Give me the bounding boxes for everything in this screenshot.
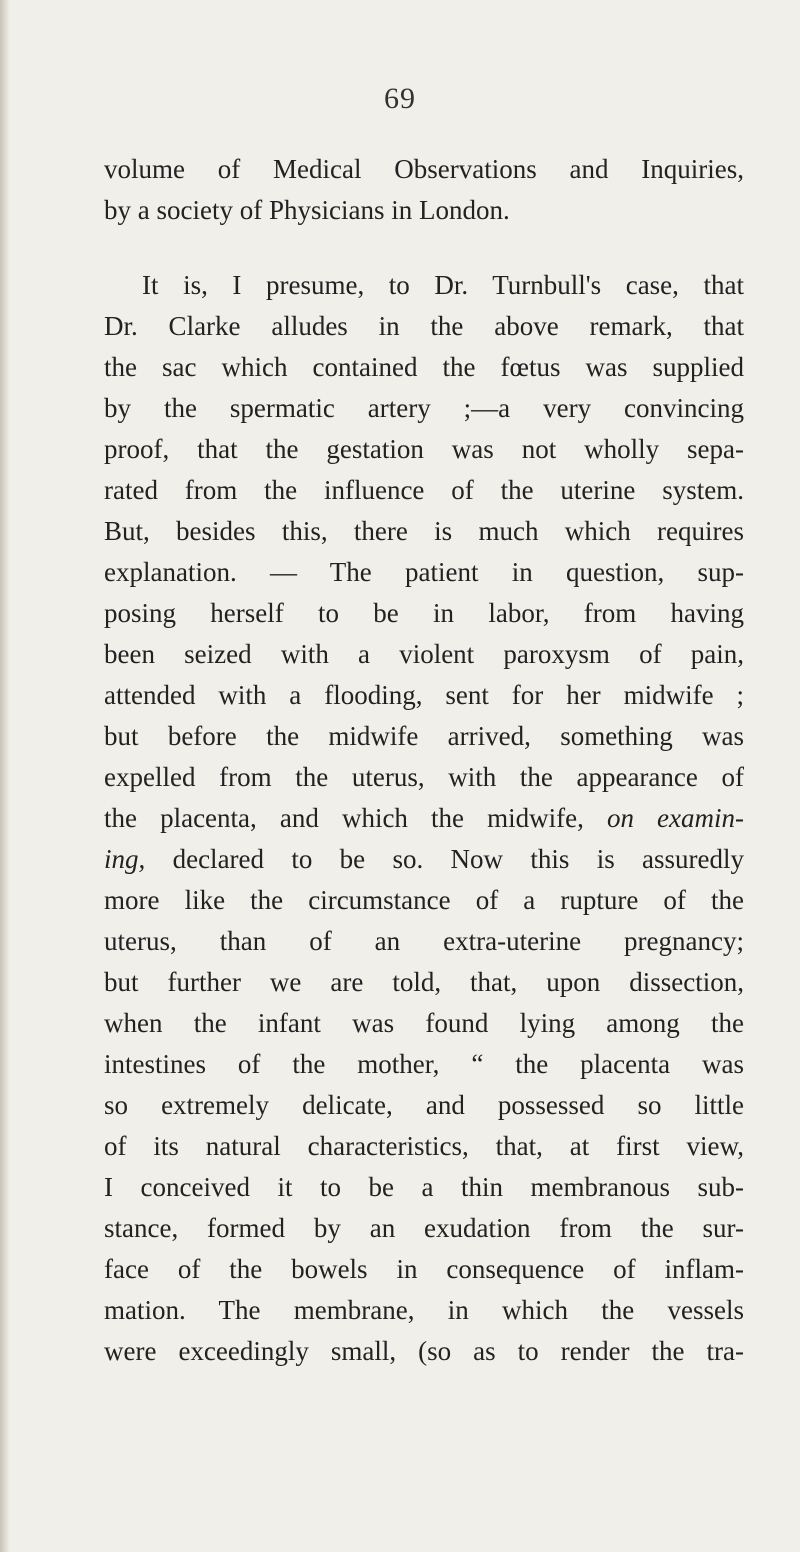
text-line: the sac which contained the fœtus was supplied [104, 352, 744, 382]
text-line [104, 839, 744, 880]
text-line: Dr. Clarke alludes in the above remark, that [104, 311, 744, 341]
text-line: face of the bowels in consequence of inflam- [104, 1254, 744, 1284]
text-line: proof, that the gestation was not wholly sepa- [104, 434, 744, 464]
text-line: so extremely delicate, and possessed so little [104, 1090, 744, 1120]
page-binding-shadow [0, 0, 10, 1552]
text-segment: declared to be so. Now this is assuredly [172, 844, 744, 874]
text-line: I conceived it to be a thin membranous sub- [104, 1172, 744, 1202]
text-line: more like the circumstance of a rupture of the [104, 885, 744, 915]
text-line: It is, I presume, to Dr. Turnbull's case, that [142, 270, 744, 300]
text-line: expelled from the uterus, with the appearance of [104, 762, 744, 792]
text-line: explanation. — The patient in question, sup- [104, 557, 744, 587]
text-line: by a society of Physicians in London. [104, 195, 510, 225]
page-body [104, 149, 744, 1372]
text-line: were exceedingly small, (so as to render the tra- [104, 1336, 744, 1366]
text-line: attended with a flooding, sent for her midwife ; [104, 680, 744, 710]
text-line: But, besides this, there is much which requires [104, 516, 744, 546]
text-line: uterus, than of an extra-uterine pregnancy; [104, 926, 744, 956]
text-line: when the infant was found lying among the [104, 1008, 744, 1038]
italic-text: on examin- [606, 803, 745, 833]
text-line [104, 798, 744, 839]
text-line: but before the midwife arrived, something was [104, 721, 744, 751]
text-line: intestines of the mother, “ the placenta was [104, 1049, 744, 1079]
text-line: of its natural characteristics, that, at first view, [104, 1131, 744, 1161]
italic-text: ing, [104, 844, 146, 874]
page-number: 69 [384, 82, 416, 115]
text-line: been seized with a violent paroxysm of pain, [104, 639, 744, 669]
text-line: volume of Medical Observations and Inquiries, [104, 154, 744, 184]
text-line: rated from the influence of the uterine system. [104, 475, 744, 505]
paragraph-gap [104, 231, 744, 265]
text-line: but further we are told, that, upon dissection, [104, 967, 744, 997]
text-segment: the placenta, and which the midwife, [104, 803, 584, 833]
text-line: mation. The membrane, in which the vessels [104, 1295, 744, 1325]
text-line: stance, formed by an exudation from the sur- [104, 1213, 744, 1243]
text-line: posing herself to be in labor, from having [104, 598, 744, 628]
text-line: by the spermatic artery ;—a very convincing [104, 393, 744, 423]
